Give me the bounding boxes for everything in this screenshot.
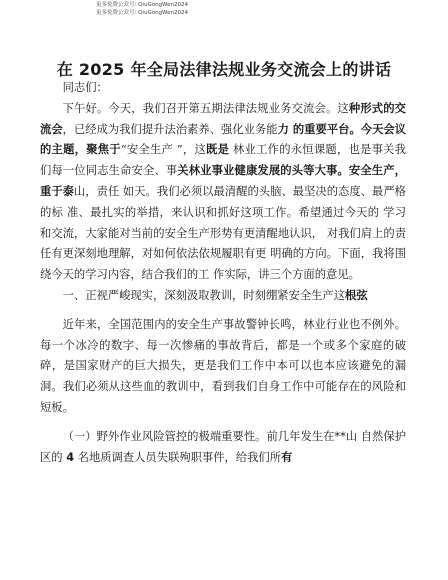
text-run: “安全生产 ”，这 (120, 143, 207, 157)
paragraph-background: 近年来，全国范围内的安全生产事故警钟长鸣，林业行业也不例外。每一个冰冷的数字、每一次惨痛的事故背后，都是一个或多个家庭的破碎，是国家财产的巨大损失，更是我们工作中本可以也本应该避免的漏洞。我们必须从这些血的教训中，看到我们自身工作中可能存在的风险和短板。 (40, 317, 406, 414)
paragraph-intro (40, 99, 406, 286)
text-run: 林业工作的永恒课题，也是事关我们每一位同志生命安全、事 (40, 143, 406, 178)
bold-run: 关林业事业健康发展的头等大事。安全生产，重于泰 (40, 164, 406, 198)
text-run: 下午好。今天，我们召开第五期法律法规业务交流会。这 (62, 101, 349, 115)
text-run: （一）野外作业风险管控的极端重要性。前几年发生在**山 自然保护区的 (40, 429, 406, 464)
watermark-line: 更多免费公众号: QiuGongWen2024 (96, 2, 189, 8)
text-run: 名地质调查人员失联殉职事件，给我们所 (74, 450, 281, 464)
bold-run: 种形式的交流会 (40, 101, 406, 136)
bold-run: 力 的重要平台。今天会议的主题，聚焦于 (40, 122, 406, 157)
subsection-heading-1 (40, 427, 406, 469)
document-body (40, 78, 406, 468)
text-run: ，已经成为我们提升法治素养、强化业务能 (62, 122, 278, 136)
bold-run: 既是 (206, 143, 230, 157)
text-run: 一、正视严峻现实，深刻汲取教训，时刻绷紧安全生产这 (62, 288, 346, 302)
text-run: 山，责任 如天。我们必须以最清醒的头脑、最坚决的态度、最严格的标 准、最扎实的举措，来认识和抓好这项工作。希望通过今天的 学习和交流，大家能对当前的安全生产形势有更清醒地认识， 对我们肩上的责任有更深刻地理解，对如何依法依规履职有更 明确的方向。下面，我将围绕今天的学习内容，结合我们的工 作实际，讲三个方面的意见。 (40, 184, 406, 282)
page-title: 在 2025 年全局法律法规业务交流会上的讲话 (56, 60, 392, 79)
watermark (96, 2, 188, 17)
bold-run: 有 (281, 450, 293, 464)
bold-run: 4 (66, 450, 75, 464)
salutation: 同志们： (62, 81, 108, 94)
watermark-line: 更多免费公众号: QiuGongWen2024 (96, 9, 189, 16)
section-heading-1 (40, 286, 406, 307)
bold-run: 根弦 (345, 288, 368, 302)
